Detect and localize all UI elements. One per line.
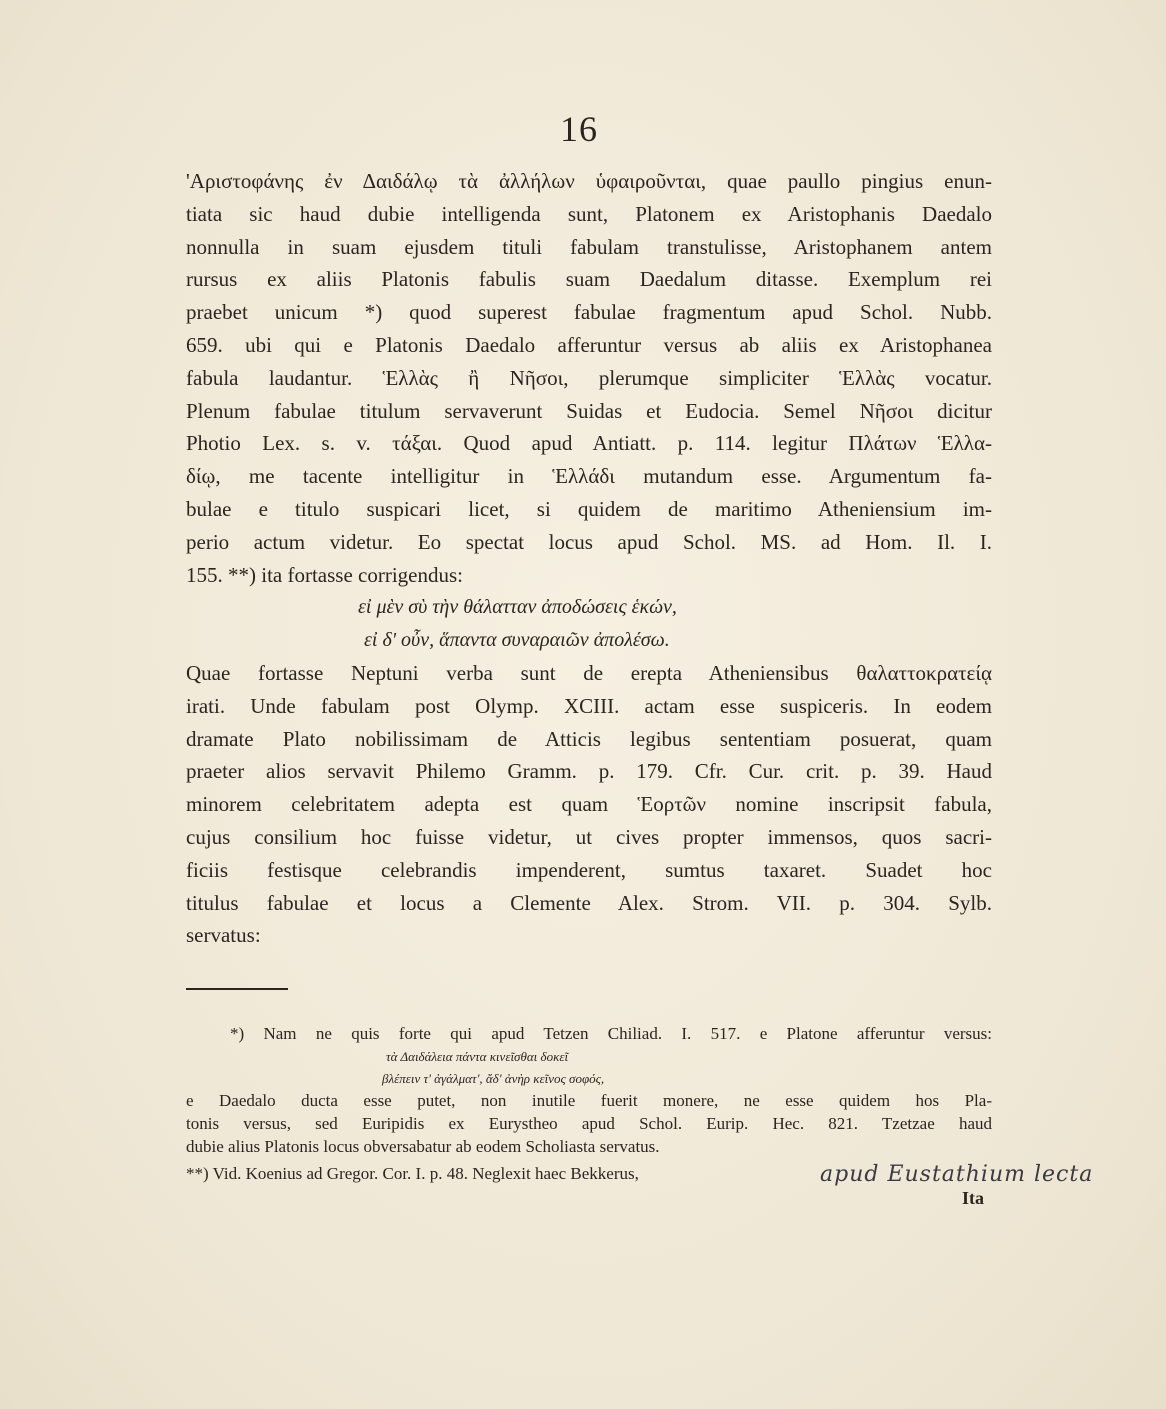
- text-line: tiata sic haud dubie intelligenda sunt, Platonem ex Aristophanis Daedalo: [186, 201, 992, 226]
- text-line: bulae e titulo suspicari licet, si quidem de maritimo Atheniensium im-: [186, 496, 992, 521]
- text-line: irati. Unde fabulam post Olymp. XCIII. actam esse suspiceris. In eodem: [186, 693, 992, 718]
- text-line: rursus ex aliis Platonis fabulis suam Daedalum ditasse. Exemplum rei: [186, 267, 992, 292]
- text-line: praebet unicum *) quod superest fabulae fragmentum apud Schol. Nubb.: [186, 300, 992, 325]
- text-line: 155. **) ita fortasse corrigendus:: [186, 562, 464, 587]
- text-line: 'Αριστοφάνης ἐν Δαιδάλῳ τὰ ἀλλήλων ὑφαιροῦνται, quae paullo pingius enun-: [186, 169, 992, 193]
- text-line: fabula laudantur. Ἑλλὰς ἢ Νῆσοι, plerumque simpliciter Ἑλλὰς vocatur.: [186, 365, 992, 390]
- catchword: Ita: [962, 1188, 984, 1208]
- text-line: nonnulla in suam ejusdem tituli fabulam transtulisse, Aristophanem antem: [186, 234, 992, 259]
- footnote-1-line: *) Nam ne quis forte qui apud Tetzen Chiliad. I. 517. e Platone afferuntur versus:: [230, 1024, 992, 1043]
- text-line: cujus consilium hoc fuisse videtur, ut cives propter immensos, quos sacri-: [186, 824, 992, 849]
- footnote-1-line: dubie alius Platonis locus obversabatur ab eodem Scholiasta servatus.: [186, 1137, 660, 1156]
- text-line: titulus fabulae et locus a Clemente Alex. Strom. VII. p. 304. Sylb.: [186, 890, 992, 915]
- handwritten-note: apud Eustathium lecta: [820, 1162, 1094, 1187]
- text-line: Plenum fabulae titulum servaverunt Suidas et Eudocia. Semel Νῆσοι dicitur: [186, 398, 992, 423]
- footnote-1-line: tonis versus, sed Euripidis ex Eurystheo apud Schol. Eurip. Hec. 821. Tzetzae haud: [186, 1114, 992, 1133]
- text-line: perio actum videtur. Eo spectat locus apud Schol. MS. ad Hom. Il. I.: [186, 529, 992, 554]
- footnote-2-line: **) Vid. Koenius ad Gregor. Cor. I. p. 48. Neglexit haec Bekkerus,: [186, 1164, 639, 1183]
- text-line: praeter alios servavit Philemo Gramm. p. 179. Cfr. Cur. crit. p. 39. Haud: [186, 759, 992, 784]
- text-line: Quae fortasse Neptuni verba sunt de erepta Atheniensibus θαλαττοκρατείᾳ: [186, 660, 992, 685]
- footnote-greek-line: τὰ Δαιδάλεια πάντα κινεῖσθαι δοκεῖ: [386, 1049, 569, 1064]
- footnote-1-line: e Daedalo ducta esse putet, non inutile fuerit monere, ne esse quidem hos Pla-: [186, 1091, 992, 1110]
- text-line: 659. ubi qui e Platonis Daedalo afferuntur versus ab aliis ex Aristophanea: [186, 332, 992, 357]
- footnote-greek-line: βλέπειν τ' ἀγάλματ', ἄδ' ἀνὴρ κεῖνος σοφός,: [382, 1071, 605, 1086]
- verse-line: εἰ μὲν σὺ τὴν θάλατταν ἀποδώσεις ἑκών,: [358, 596, 677, 619]
- text-line: δίῳ, me tacente intelligitur in Ἑλλάδι mutandum esse. Argumentum fa-: [186, 464, 992, 489]
- main-text: [186, 165, 992, 952]
- text-line: Photio Lex. s. v. τάξαι. Quod apud Antiatt. p. 114. legitur Πλάτων Ἑλλα-: [186, 431, 992, 456]
- page-number: 16: [560, 109, 598, 149]
- footnote-divider: [186, 988, 288, 990]
- text-line: minorem celebritatem adepta est quam Ἑορτῶν nomine inscripsit fabula,: [186, 792, 992, 817]
- text-line: dramate Plato nobilissimam de Atticis legibus sententiam posuerat, quam: [186, 726, 992, 751]
- footnotes: [186, 1022, 992, 1185]
- text-line: ficiis festisque celebrandis impenderent, sumtus taxaret. Suadet hoc: [186, 857, 992, 882]
- verse-line: εἰ δ' οὖν, ἅπαντα συναραιῶν ἀπολέσω.: [364, 629, 670, 652]
- text-line: servatus:: [186, 923, 261, 948]
